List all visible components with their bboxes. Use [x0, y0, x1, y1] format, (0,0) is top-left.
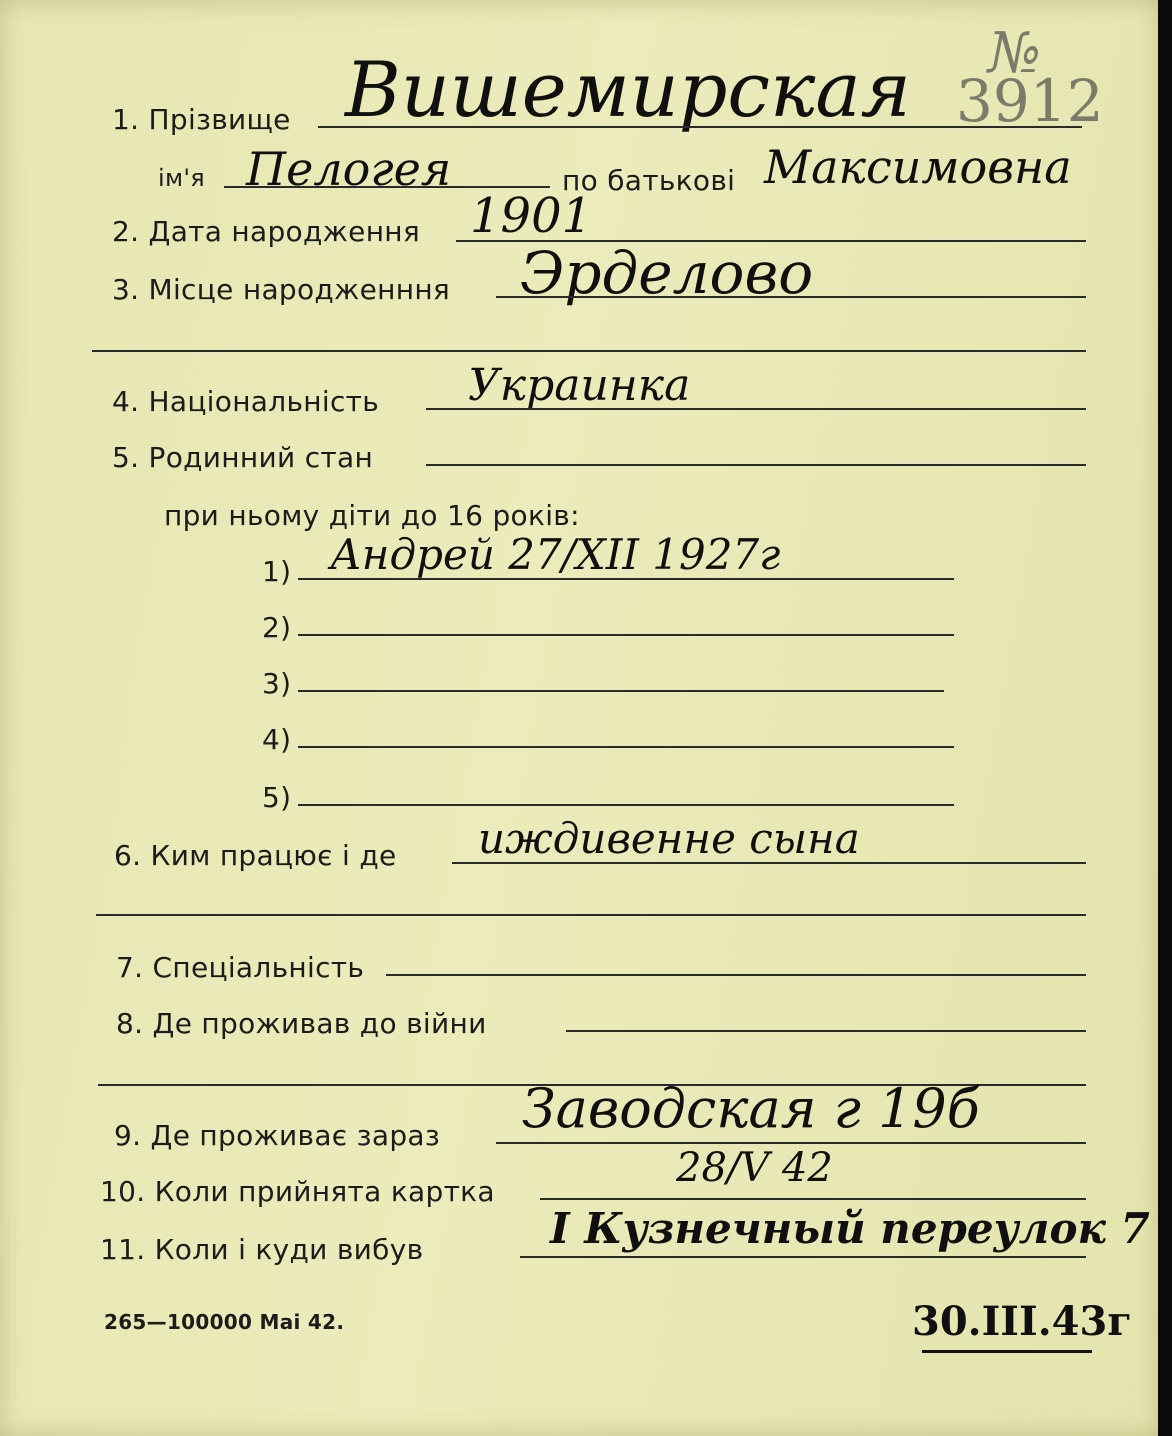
- first-name-value: Пелогея: [246, 142, 452, 196]
- marital-status-line: [426, 464, 1086, 466]
- birth-date-label: 2. Дата народження: [112, 215, 421, 248]
- nationality-line: [426, 408, 1086, 410]
- occupation-line-2: [96, 914, 1086, 916]
- child-5-line: [298, 804, 954, 806]
- birth-place-line: [496, 296, 1086, 298]
- occupation-value: иждивенне сына: [478, 814, 860, 863]
- current-residence-value: Заводская г 19б: [522, 1077, 980, 1140]
- child-3-line: [298, 690, 944, 692]
- patronymic-label: по батькові: [562, 164, 736, 197]
- patronymic-value: Максимовна: [764, 140, 1072, 194]
- pre-war-residence-label: 8. Де проживав до війни: [116, 1007, 487, 1040]
- child-2-line: [298, 634, 954, 636]
- child-2-number: 2): [262, 611, 292, 644]
- pre-war-residence-line: [566, 1030, 1086, 1032]
- marital-status-label: 5. Родинний стан: [112, 441, 374, 474]
- departure-date: 30.III.43г: [912, 1298, 1132, 1345]
- birth-place-line-2: [92, 350, 1086, 352]
- child-4-line: [298, 746, 954, 748]
- current-residence-label: 9. Де проживає зараз: [114, 1119, 441, 1152]
- card-edge-shadow: [1158, 0, 1172, 1436]
- nationality-label: 4. Національність: [112, 385, 380, 418]
- record-number: 3912: [956, 67, 1104, 135]
- birth-place-value: Эрделово: [520, 239, 814, 307]
- departure-value: I Кузнечный переулок 7: [550, 1204, 1150, 1253]
- specialty-line: [386, 974, 1086, 976]
- card-accepted-line: [540, 1198, 1086, 1200]
- current-residence-line: [496, 1142, 1086, 1144]
- child-1-value: Андрей 27/XII 1927г: [330, 530, 781, 579]
- departure-line: [520, 1256, 1086, 1258]
- child-5-number: 5): [262, 781, 292, 814]
- child-1-line: [298, 578, 954, 580]
- surname-label: 1. Прізвище: [112, 103, 291, 136]
- child-4-number: 4): [262, 723, 292, 756]
- first-name-label: ім'я: [158, 164, 206, 192]
- nationality-value: Украинка: [468, 360, 691, 411]
- record-number-prefix: №: [988, 21, 1041, 86]
- birth-date-value: 1901: [470, 188, 593, 244]
- birth-place-label: 3. Місце народженння: [112, 273, 451, 306]
- card-accepted-value: 28/V 42: [676, 1145, 833, 1191]
- surname-value: Вишемирская: [345, 45, 911, 134]
- print-info: 265—100000 Mai 42.: [104, 1310, 345, 1334]
- surname-line: [318, 126, 1082, 128]
- occupation-line: [452, 862, 1086, 864]
- departure-date-underline: [922, 1350, 1092, 1353]
- children-header: при ньому діти до 16 років:: [164, 499, 580, 532]
- child-3-number: 3): [262, 667, 292, 700]
- specialty-label: 7. Спеціальність: [116, 951, 365, 984]
- child-1-number: 1): [262, 555, 292, 588]
- occupation-label: 6. Ким працює і де: [114, 839, 397, 872]
- departure-label: 11. Коли і куди вибув: [100, 1233, 424, 1266]
- card-accepted-label: 10. Коли прийнята картка: [100, 1175, 495, 1208]
